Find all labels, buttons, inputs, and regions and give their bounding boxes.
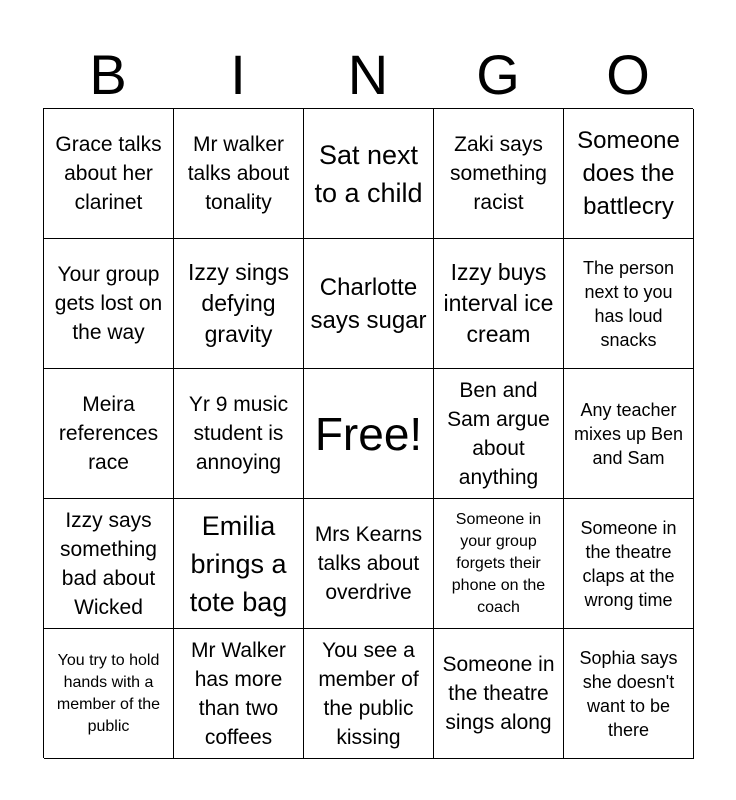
bingo-cell[interactable] (434, 369, 564, 499)
bingo-cell[interactable] (304, 499, 434, 629)
bingo-card-grid (43, 108, 693, 758)
bingo-cell[interactable] (44, 109, 174, 239)
bingo-cell[interactable] (564, 629, 694, 759)
bingo-cell-text: Your group gets lost on the way (54, 263, 163, 344)
bingo-cell[interactable] (434, 109, 564, 239)
bingo-cell[interactable] (44, 369, 174, 499)
bingo-cell[interactable] (564, 109, 694, 239)
bingo-cell-text: You try to hold hands with a member of the public (56, 651, 161, 735)
bingo-cell-text: Sophia says she doesn't want to be there (579, 647, 678, 740)
bingo-free-cell[interactable] (304, 369, 434, 499)
bingo-cell-text: Any teacher mixes up Ben and Sam (573, 399, 684, 468)
header-letter-b: B (89, 43, 127, 106)
header-letter-n: N (347, 43, 389, 106)
bingo-cell[interactable] (44, 629, 174, 759)
bingo-cell-text: Yr 9 music student is annoying (188, 393, 289, 474)
bingo-cell-text: The person next to you has loud snacks (582, 257, 675, 350)
bingo-cell[interactable] (434, 629, 564, 759)
bingo-cell-text: Izzy buys interval ice cream (443, 259, 554, 347)
bingo-cell-text: Mr walker talks about tonality (187, 133, 290, 214)
bingo-cell-text: You see a member of the public kissing (318, 638, 419, 749)
bingo-cell[interactable] (564, 499, 694, 629)
bingo-cell[interactable] (174, 629, 304, 759)
bingo-cell[interactable] (304, 629, 434, 759)
bingo-cell[interactable] (174, 499, 304, 629)
bingo-cell[interactable] (44, 499, 174, 629)
header-letter-i: I (230, 43, 246, 106)
bingo-cell[interactable] (434, 499, 564, 629)
bingo-cell-text: Izzy sings defying gravity (188, 259, 289, 347)
bingo-cell-text: Someone does the battlecry (577, 127, 680, 220)
bingo-cell-text: Someone in the theatre sings along (442, 653, 555, 734)
bingo-cell-text: Zaki says something racist (450, 133, 547, 214)
bingo-cell[interactable] (564, 369, 694, 499)
bingo-cell-text: Someone in the theatre claps at the wrong time (580, 517, 677, 610)
bingo-cell-text: Meira references race (58, 393, 159, 474)
bingo-cell-text: Someone in your group forgets their phone on the coach (451, 510, 546, 616)
bingo-cell-text: Free! (314, 407, 423, 460)
bingo-cell-text: Charlotte says sugar (310, 273, 427, 334)
bingo-cell[interactable] (304, 239, 434, 369)
bingo-cell[interactable] (174, 239, 304, 369)
bingo-cell-text: Ben and Sam argue about anything (447, 378, 550, 489)
bingo-cell[interactable] (174, 369, 304, 499)
bingo-cell[interactable] (304, 109, 434, 239)
bingo-cell[interactable] (174, 109, 304, 239)
bingo-header (43, 42, 693, 108)
bingo-cell-text: Grace talks about her clarinet (55, 133, 162, 214)
bingo-cell-text: Sat next to a child (314, 139, 423, 208)
bingo-cell-text: Izzy says something bad about Wicked (60, 508, 157, 619)
bingo-cell-text: Mrs Kearns talks about overdrive (314, 523, 423, 604)
header-letter-o: O (606, 43, 650, 106)
bingo-cell[interactable] (434, 239, 564, 369)
bingo-cell[interactable] (564, 239, 694, 369)
bingo-cell-text: Emilia brings a tote bag (189, 510, 288, 617)
bingo-cell[interactable] (44, 239, 174, 369)
bingo-cell-text: Mr Walker has more than two coffees (191, 638, 286, 749)
header-letter-g: G (476, 43, 520, 106)
